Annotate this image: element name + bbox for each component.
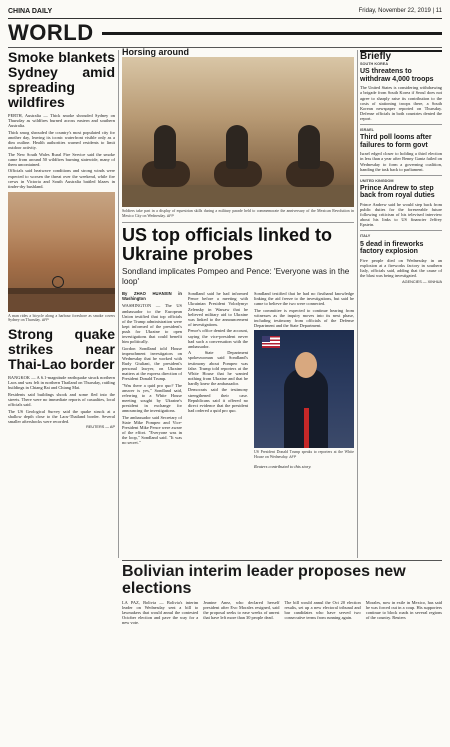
main-para: Sondland said he had informed Pence before a meeting with Ukrainian President Volodymyr Zelensky in Warsaw that he believed military aid to Ukraine was linked to the announcement of investigations.: [188, 291, 248, 327]
photo-cyclist: [52, 276, 64, 288]
section-rule: [102, 32, 442, 35]
left-column: [8, 50, 115, 430]
masthead: [8, 4, 442, 18]
brief-headline: US threatens to withdraw 4,000 troops: [360, 68, 434, 83]
bolivia-col: The bill would annul the Oct 20 election results, set up a new electoral tribunal and bar candidates who have served two consecutive terms from running again.: [284, 600, 361, 621]
section-header: [8, 20, 442, 46]
brief-text: Prince Andrew said he would step back from public duties for the foreseeable future following criticism of his televised interview about his links to US financier Jeffrey Epstein.: [360, 201, 442, 228]
smoke-headline: Smoke blankets Sydney amid spreading wildfires: [8, 49, 115, 110]
brief-text: Israel edged closer to holding a third election in less than a year after Benny Gantz failed on Wednesday to form a governing coalition, handing the task back to parliament.: [360, 151, 442, 172]
main-headline: US top officials linked to Ukraine probes: [122, 225, 333, 265]
main-contrib: Reuters contributed to this story.: [254, 463, 312, 469]
bottom-rule: [122, 560, 442, 561]
publication-name: CHINA DAILY: [8, 7, 53, 15]
column-divider: [357, 50, 358, 558]
trump-photo: [254, 330, 354, 448]
horse-photo: [122, 57, 354, 207]
brief-region: UNITED KINGDOM: [360, 178, 394, 183]
main-para: A State Department spokeswoman said Sondland's testimony about Pompeo was false. Trump told reporters at the White House that he wanted nothing from Ukraine and that he hardly knew the ambassador.: [188, 350, 248, 386]
horse-caption-text: Soldiers take part in a display of equestrian skills during a military parade held to commemorate the anniversary of the Mexican Revolution in Mexico City on Wednesday.: [122, 209, 354, 218]
quake-headline: Strong quake strikes near Thai-Lao border: [8, 326, 115, 372]
trump-caption-text: US President Donald Trump speaks to reporters at the White House on Wednesday.: [254, 450, 354, 460]
brief-region: SOUTH KOREA: [360, 62, 389, 67]
bolivia-col: LA PAZ, Bolivia — Bolivia's interim leader on Wednesday sent a bill to lawmakers that would annul the contested October election and pave the way for a new vote.: [122, 600, 199, 626]
brief-headline: Prince Andrew to step back from royal duties: [360, 184, 435, 200]
bolivia-story: [122, 563, 442, 625]
main-col-3: [254, 291, 354, 470]
bolivia-col: Jeanine Anez, who declared herself president after Evo Morales resigned, said the proposal seeks to ease weeks of unrest that have left more than 30 people dead.: [203, 600, 280, 621]
column-divider: [118, 50, 119, 558]
right-column: [360, 50, 442, 285]
smoke-credit: AFP: [41, 318, 49, 323]
main-para: Sondland testified that he had no firsthand knowledge linking the aid freeze to the investigations, but said he came to believe the two were connected.: [254, 291, 354, 307]
smoke-para: The New South Wales Rural Fire Service said the smoke came from around 50 wildfires burning statewide, many of them uncontained.: [8, 151, 115, 167]
main-para: Gordon Sondland told House impeachment investigators on Wednesday that he worked with Rudy Giuliani, the president's personal lawyer, on Ukraine matters at the express direction of President Donald Trump.: [122, 345, 182, 382]
brief-divider: [360, 124, 442, 125]
bolivia-headline: Bolivian interim leader proposes new elections: [122, 563, 406, 597]
briefly-title: Briefly: [360, 50, 442, 59]
story-divider: [122, 222, 354, 223]
smoke-caption-text: A man rides a bicycle along a harbour foreshore as smoke covers Sydney on Thursday.: [8, 313, 115, 323]
section-underline: [8, 47, 442, 48]
photo-tie: [304, 408, 309, 448]
section-title: WORLD: [8, 20, 94, 45]
main-deck: Sondland implicates Pompeo and Pence: 'Everyone was in the loop': [122, 267, 350, 286]
brief-headline: Third poll looms after failures to form govt: [360, 134, 432, 149]
photo-rider: [154, 125, 176, 169]
main-para: The committee is expected to continue hearing from witnesses as the inquiry moves into its next phase, including testimony from officials of the Defense Department and the State Department.: [254, 308, 354, 329]
main-para: The ambassador said Secretary of State Mike Pompeo and Vice-President Mike Pence were aware of the effort. "Everyone was in the loop," Sondland said. "It was no secret.": [122, 414, 182, 446]
smoke-para: PERTH, Australia — Thick smoke shrouded Sydney on Thursday as wildfires burned across eastern and southern Australia.: [8, 113, 115, 129]
main-para: Democrats said the testimony strengthened their case. Republicans said it offered no direct evidence that the president had ordered a quid pro quo.: [188, 387, 248, 413]
photo-rider: [298, 125, 320, 169]
trump-caption: [254, 450, 354, 459]
brief-region: ISRAEL: [360, 128, 374, 133]
quake-tagline: REUTERS — AP: [86, 425, 115, 430]
horse-caption: [122, 209, 354, 218]
brief-text: The United States is considering withdrawing a brigade from South Korea if Seoul does not agree to sharply raise its contribution to the costs of stationing troops there, a South Korean newspaper reported on Thursday. Defense officials in both countries denied the report.: [360, 85, 442, 121]
smoke-para: Officials said heatwave conditions and strong winds were expected to worsen the threat over the weekend, while fire crews in Victoria and South Australia battled blazes in tinder-dry bushland.: [8, 168, 115, 189]
photo-ground: [122, 185, 354, 207]
masthead-rule: [8, 18, 442, 19]
trump-credit: AFP: [289, 455, 297, 460]
horse-credit: AFP: [166, 213, 174, 218]
bolivia-body: [122, 600, 442, 625]
main-para: WASHINGTON — The US ambassador to the European Union testified that top officials of the Trump administration were kept informed of the president's push for Ukraine to open investigations that could benefit him politically.: [122, 303, 182, 345]
bolivia-col: Morales, now in exile in Mexico, has said he was forced out in a coup. His supporters continue to block roads in several regions of the country. Reuters: [365, 600, 442, 621]
smoke-photo: [8, 192, 115, 312]
main-body: [122, 291, 354, 470]
smoke-para: Thick smog shrouded the country's most populated city for another day, leaving its iconic waterfront visible only as a dim outline. Health authorities warned residents to limit outdoor activity.: [8, 129, 115, 151]
brief-divider: [360, 175, 442, 176]
us-flag-icon: [262, 336, 280, 348]
photo-rider: [226, 125, 248, 169]
brief-divider: [360, 230, 442, 231]
brief-headline: 5 dead in fireworks factory explosion: [360, 240, 424, 256]
quake-para: Residents said buildings shook and some fled into the streets. There were no immediate reports of casualties, local officials said.: [8, 391, 115, 407]
page-date: Friday, November 22, 2019 | 11: [358, 8, 442, 14]
briefly-tagline: AGENCIES — XINHUA: [402, 279, 442, 284]
main-para: "Was there a quid pro quo? The answer is yes," Sondland said, referring to a White House meeting sought by Ukraine's president in exchange for announcing the investigations.: [122, 382, 182, 414]
quake-para: BANGKOK — A 6.1-magnitude earthquake struck northern Laos and was felt in northern Thailand on Thursday, rattling buildings in Chiang Rai and Chiang Mai.: [8, 375, 115, 391]
main-para: Pence's office denied the account, saying the vice-president never had such a conversation with the ambassador.: [188, 328, 248, 349]
horse-label: Horsing around: [122, 47, 189, 57]
photo-bridge: [8, 288, 115, 294]
middle-column: [122, 47, 354, 470]
brief-text: Five people died on Wednesday in an explosion at a fireworks factory in southern Italy, officials said, adding that the cause of the blast was being investigated.: [360, 257, 442, 278]
brief-region: ITALY: [360, 234, 371, 239]
main-byline: By ZHAO HUANXIN in Washington: [122, 291, 182, 302]
photo-water: [8, 294, 115, 312]
main-col-2: [188, 291, 248, 470]
quake-para: The US Geological Survey said the quake struck at a shallow depth close to the Laos-Thailand border. Several smaller aftershocks were recorded.: [8, 408, 115, 424]
smoke-caption: [8, 314, 115, 323]
main-col-1: [122, 291, 182, 470]
